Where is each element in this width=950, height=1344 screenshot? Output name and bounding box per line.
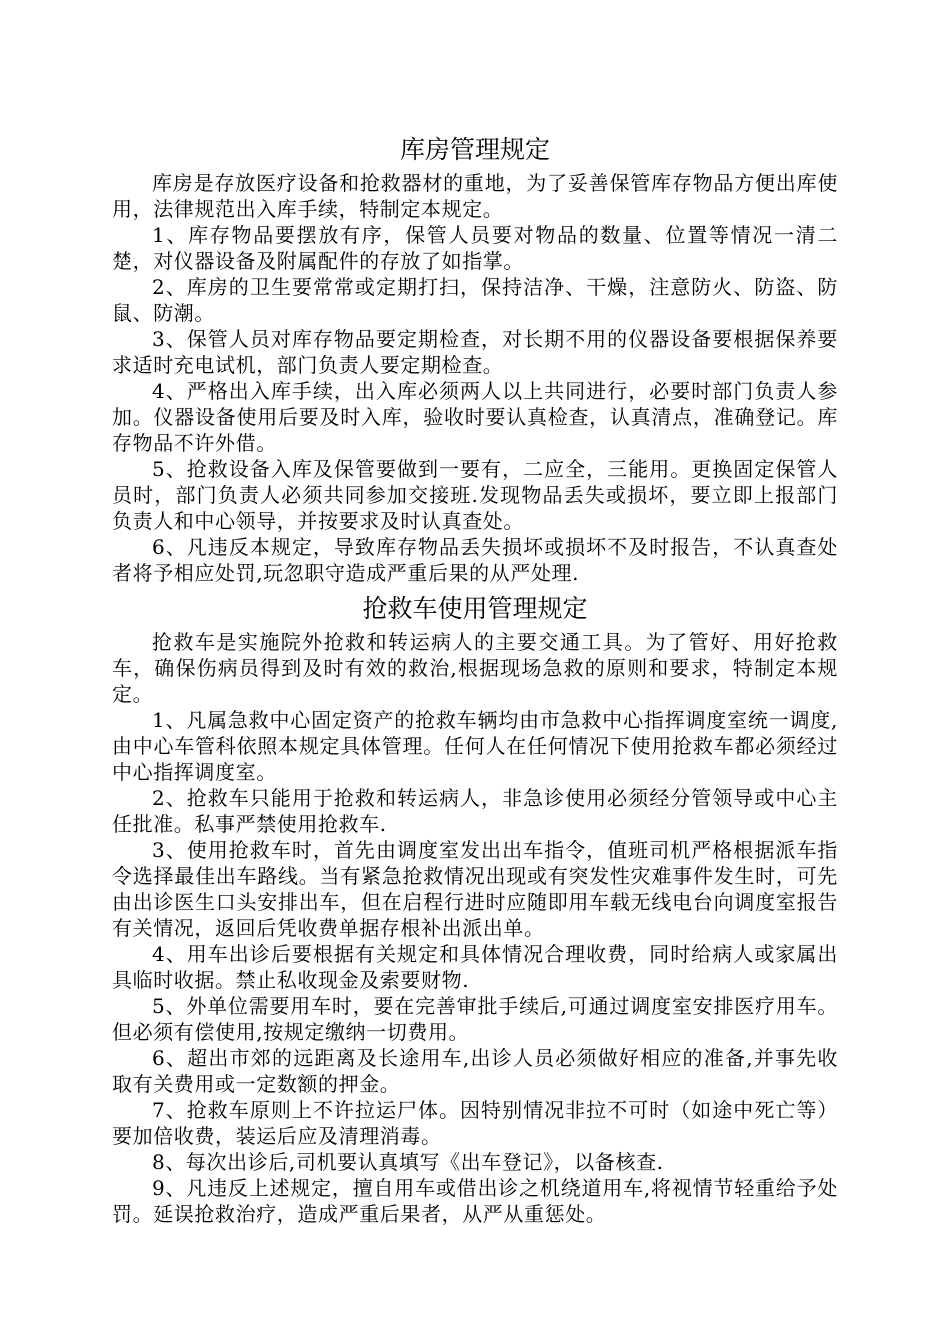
paragraph-intro: 抢救车是实施院外抢救和转运病人的主要交通工具。为了管好、用好抢救车，确保伤病员得到及时有效的救治,根据现场急救的原则和要求，特制定本规定。 bbox=[112, 630, 838, 706]
paragraph-item: 9、凡违反上述规定，擅自用车或借出诊之机绕道用车,将视情节轻重给予处罚。延误抢救治疗，造成严重后果者，从严从重惩处。 bbox=[112, 1176, 838, 1226]
section-title: 库房管理规定 bbox=[399, 135, 550, 164]
paragraph-item: 6、凡违反本规定，导致库存物品丢失损坏或损坏不及时报告，不认真查处者将予相应处罚,玩忽职守造成严重后果的从严处理. bbox=[112, 535, 838, 585]
paragraph-item: 3、保管人员对库存物品要定期检查，对长期不用的仪器设备要根据保养要求适时充电试机，部门负责人要定期检查。 bbox=[112, 327, 838, 377]
paragraph-item: 1、凡属急救中心固定资产的抢救车辆均由市急救中心指挥调度室统一调度,由中心车管科依照本规定具体管理。任何人在任何情况下使用抢救车都必须经过中心指挥调度室。 bbox=[112, 708, 838, 784]
paragraph-item: 7、抢救车原则上不许拉运尸体。因特别情况非拉不可时（如途中死亡等）要加倍收费，装运后应及清理消毒。 bbox=[112, 1098, 838, 1148]
section-warehouse-rules bbox=[112, 130, 838, 586]
paragraph-intro: 库房是存放医疗设备和抢救器材的重地，为了妥善保管库存物品方便出库使用，法律规范出入库手续，特制定本规定。 bbox=[112, 171, 838, 221]
paragraph-item: 3、使用抢救车时，首先由调度室发出出车指令，值班司机严格根据派车指令选择最佳出车路线。当有紧急抢救情况出现或有突发性灾难事件发生时，可先由出诊医生口头安排出车，但在启程行进时应随即用车载无线电台向调度室报告有关情况，返回后凭收费单据存根补出派出单。 bbox=[112, 838, 838, 940]
paragraph-item: 8、每次出诊后,司机要认真填写《出车登记》，以备核查. bbox=[152, 1150, 664, 1174]
paragraph-item: 2、抢救车只能用于抢救和转运病人，非急诊使用必须经分管领导或中心主任批准。私事严禁使用抢救车. bbox=[112, 786, 838, 836]
paragraph-item: 6、超出市郊的远距离及长途用车,出诊人员必须做好相应的准备,并事先收取有关费用或一定数额的押金。 bbox=[112, 1046, 838, 1096]
paragraph-item: 5、外单位需要用车时，要在完善审批手续后,可通过调度室安排医疗用车。但必须有偿使用,按规定缴纳一切费用。 bbox=[112, 994, 838, 1044]
section-title: 抢救车使用管理规定 bbox=[362, 594, 588, 623]
paragraph-item: 4、严格出入库手续，出入库必须两人以上共同进行，必要时部门负责人参加。仪器设备使用后要及时入库，验收时要认真检查，认真清点，准确登记。库存物品不许外借。 bbox=[112, 379, 838, 455]
document-page bbox=[112, 130, 838, 1227]
paragraph-item: 2、库房的卫生要常常或定期打扫，保持洁净、干燥，注意防火、防盗、防鼠、防潮。 bbox=[112, 275, 838, 325]
paragraph-item: 1、库存物品要摆放有序，保管人员要对物品的数量、位置等情况一清二楚，对仪器设备及附属配件的存放了如指掌。 bbox=[112, 223, 838, 273]
paragraph-item: 5、抢救设备入库及保管要做到一要有，二应全，三能用。更换固定保管人员时，部门负责人必须共同参加交接班.发现物品丢失或损坏，要立即上报部门负责人和中心领导，并按要求及时认真查处。 bbox=[112, 457, 838, 533]
paragraph-item: 4、用车出诊后要根据有关规定和具体情况合理收费，同时给病人或家属出具临时收据。禁止私收现金及索要财物. bbox=[112, 942, 838, 992]
section-ambulance-rules bbox=[112, 589, 838, 1227]
